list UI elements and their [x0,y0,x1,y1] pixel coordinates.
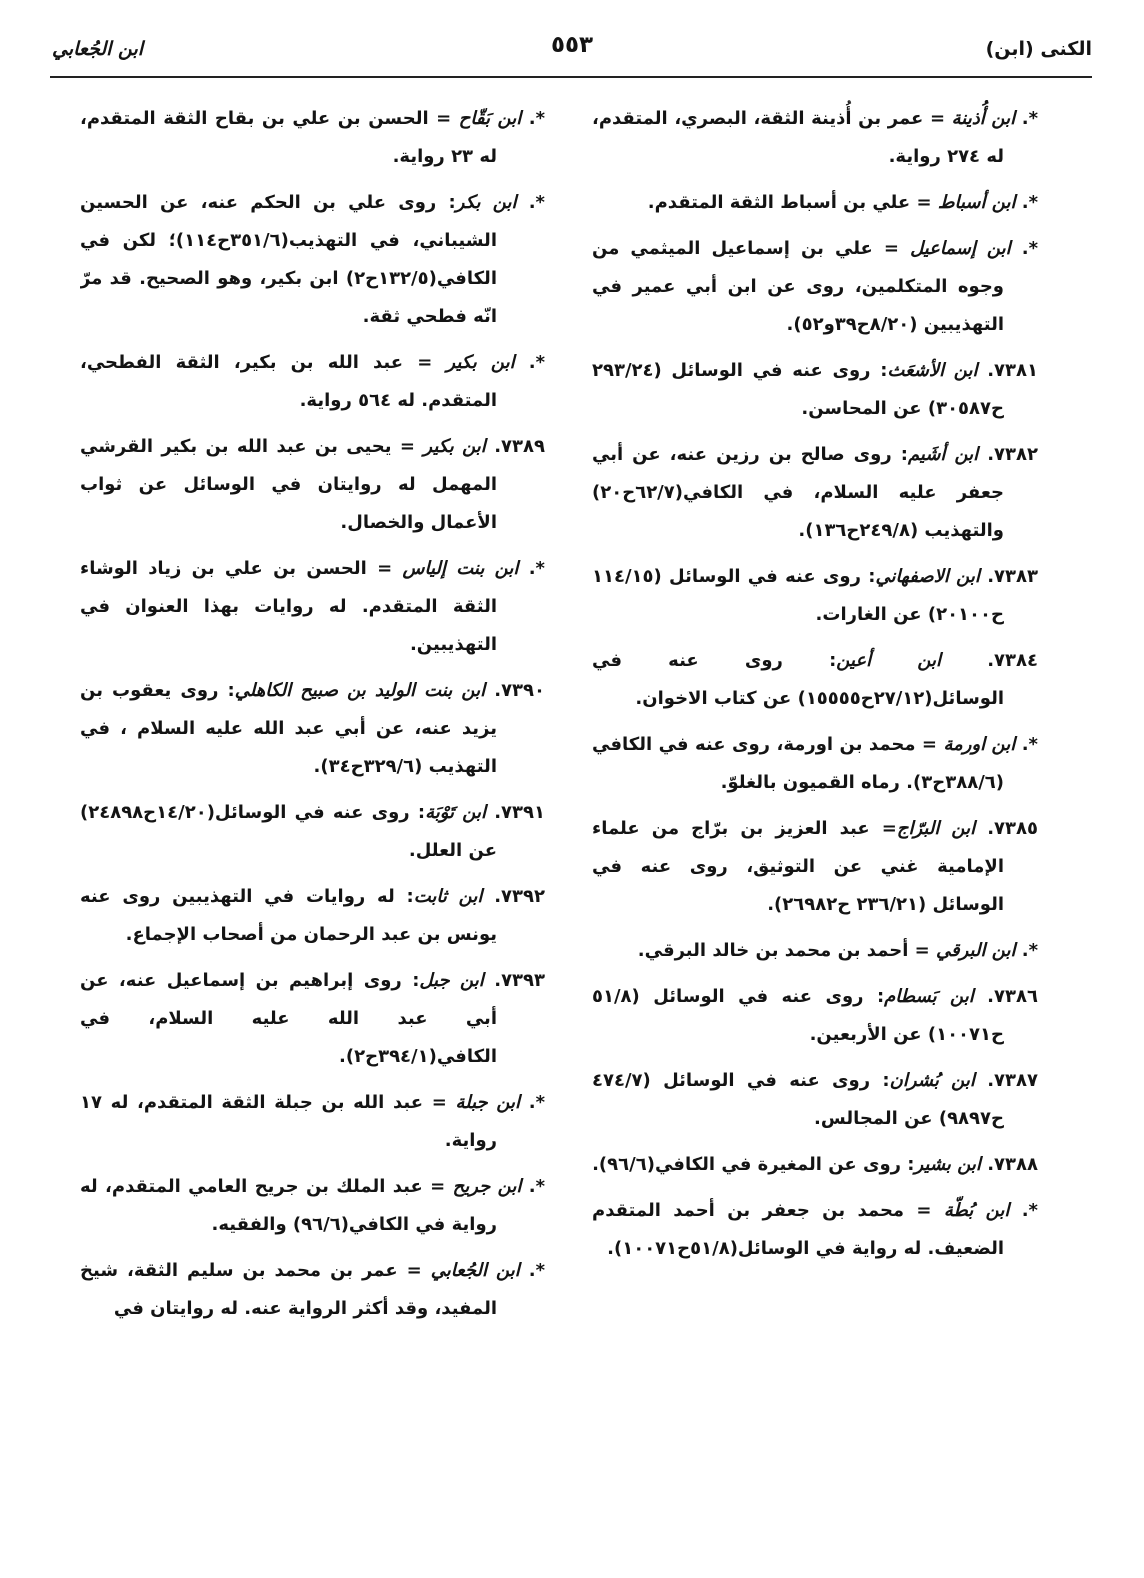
biography-entry [592,1062,1038,1138]
entry-name: ابن الأشعَث [887,360,978,381]
entry-text: = محمد بن اورمة، روى عنه في الكافي (٣٨٨/٦ح٣). رماه القميون بالغلوّ. [592,734,1004,793]
biography-entry [592,1192,1038,1268]
entry-name: ابن بنت الوليد بن صبيح الكاهلي [234,680,486,701]
entry-marker: ٧٣٨٢. [987,444,1038,465]
entry-text: = عبد الملك بن جريح العامي المتقدم، له رواية في الكافي(٩٦/٦) والفقيه. [80,1176,497,1235]
entry-text: : روى عنه في الوسائل (٥١/٨ ح١٠٠٧١) عن الأربعين. [592,986,1004,1045]
entry-name: ابن ثابت [413,886,483,907]
right-column [592,100,1038,1560]
entry-text: = علي بن أسباط الثقة المتقدم. [647,192,938,213]
biography-entry [592,1146,1038,1184]
entry-marker: *. [528,1176,545,1197]
entry-text: = علي بن إسماعيل الميثمي من وجوه المتكلمين، روى عن ابن أبي عمير في التهذيبين (٨/٢٠ح٣٩و٥٢). [592,238,1004,335]
entry-text: : روى عنه في الوسائل (١١٤/١٥ ح٢٠١٠٠) عن الغارات. [592,566,1004,625]
entry-text: : له روايات في التهذيبين روى عنه يونس بن عبد الرحمان من أصحاب الإجماع. [80,886,497,945]
section-title: الكنى (ابن) [985,38,1092,60]
entry-name: ابن بشير [914,1154,981,1175]
left-column [80,100,545,1560]
entry-marker: *. [1021,108,1038,129]
entry-text: = عمر بن محمد بن سليم الثقة، شيخ المفيد، وقد أكثر الرواية عنه. له روايتان في [80,1260,497,1319]
entry-name: ابن بُطّة [943,1200,1010,1221]
entry-name: ابن أعين [836,650,942,671]
biography-entry [80,428,545,542]
page-number: ٥٥٣ [550,32,594,58]
biography-entry [80,100,545,176]
entry-text: : روى عنه في الوسائل (٤٧٤/٧ ح٩٨٩٧) عن المجالس. [592,1070,1004,1129]
entry-marker: ٧٣٩٢. [494,886,545,907]
biography-entry [80,344,545,420]
entry-name: ابن بكير [423,436,486,457]
biography-entry [592,726,1038,802]
entry-text: : روى يعقوب بن يزيد عنه، عن أبي عبد الله عليه السلام ، في التهذيب (٣٢٩/٦ح٣٤). [80,680,497,777]
entry-name: ابن بنت إلياس [402,558,519,579]
entry-text: = عمر بن أُذينة الثقة، البصري، المتقدم، له ٢٧٤ رواية. [592,108,1004,167]
biography-entry [592,642,1038,718]
entry-marker: ٧٣٨٨. [987,1154,1038,1175]
biography-entry [592,436,1038,550]
entry-marker: ٧٣٨٩. [494,436,545,457]
biography-entry [592,978,1038,1054]
entry-marker: ٧٣٨٦. [987,986,1038,1007]
entry-marker: ٧٣٩١. [494,802,545,823]
entry-name: ابن اورمة [943,734,1016,755]
entry-marker: ٧٣٨١. [987,360,1038,381]
entry-name: ابن بَسطام [884,986,974,1007]
entry-marker: *. [528,352,545,373]
entry-marker: *. [1021,940,1038,961]
biography-entry [80,550,545,664]
entry-text: : روى صالح بن رزين عنه، عن أبي جعفر عليه السلام، في الكافي(٦٢/٧ح٢٠) والتهذيب (٢٤٩/٨ح١٣٦). [592,444,1004,541]
entry-name: ابن بُشران [889,1070,975,1091]
entry-marker: *. [528,1260,545,1281]
page-header [52,28,1092,72]
entry-marker: ٧٣٨٣. [987,566,1038,587]
entry-marker: ٧٣٩٠. [494,680,545,701]
biography-entry [80,1252,545,1328]
biography-entry [592,100,1038,176]
entry-text: : روى عنه في الوسائل (٢٩٣/٢٤ ح٣٠٥٨٧) عن المحاسن. [592,360,1004,419]
entry-marker: *. [1021,734,1038,755]
biography-entry [592,352,1038,428]
biography-entry [592,184,1038,222]
entry-name: ابن تَوْبَة [425,802,486,823]
entry-name: ابن أسباط [937,192,1016,213]
entry-text: = عبد الله بن جبلة الثقة المتقدم، له ١٧ رواية. [80,1092,497,1151]
entry-text: = محمد بن جعفر بن أحمد المتقدم الضعيف. له رواية في الوسائل(٥١/٨ح١٠٠٧١). [592,1200,1004,1259]
entry-name: ابن جريح [452,1176,522,1197]
entry-text: = عبد الله بن بكير، الثقة الفطحي، المتقدم. له ٥٦٤ رواية. [80,352,497,411]
entry-text: = يحيى بن عبد الله بن بكير القرشي المهمل له روايتان في الوسائل عن ثواب الأعمال والخصال. [80,436,497,533]
header-rule [50,76,1092,78]
entry-text: : روى عنه في الوسائل(٢٧/١٢ح١٥٥٥٥) عن كتاب الاخوان. [592,650,1004,709]
entry-marker: *. [528,108,545,129]
entry-name: ابن أُذينة [951,108,1016,129]
entry-text: : روى علي بن الحكم عنه، عن الحسين الشيباني، في التهذيب(٣٥١/٦ح١١٤)؛ لكن في الكافي(١٣٢/٥ح٢) ابن بكير، وهو الصحيح. قد مرّ انّه فطحي ثقة. [80,192,497,327]
biography-entry [80,962,545,1076]
biography-entry [592,932,1038,970]
running-head: ابن الجُعابي [52,38,144,60]
biography-entry [80,878,545,954]
biography-entry [80,1084,545,1160]
entry-name: ابن الاصفهاني [875,566,980,587]
biography-entry [80,794,545,870]
entry-marker: *. [528,1092,545,1113]
entry-name: ابن جبل [419,970,484,991]
entry-marker: *. [1021,1200,1038,1221]
entry-text: : روى عنه في الوسائل(١٤/٢٠ح٢٤٨٩٨) عن العلل. [80,802,497,861]
biography-entry [80,184,545,336]
entry-text: : روى عن المغيرة في الكافي(٩٦/٦). [592,1154,915,1175]
entry-marker: ٧٣٨٤. [987,650,1038,671]
biography-entry [592,558,1038,634]
entry-marker: ٧٣٨٥. [987,818,1038,839]
entry-marker: *. [1021,238,1038,259]
biography-entry [80,672,545,786]
entry-marker: *. [528,192,545,213]
entry-name: ابن إسماعيل [910,238,1011,259]
entry-marker: ٧٣٨٧. [987,1070,1038,1091]
entry-name: ابن الجُعابي [430,1260,520,1281]
entry-text: : روى إبراهيم بن إسماعيل عنه، عن أبي عبد الله عليه السلام، في الكافي(٣٩٤/١ح٢). [80,970,497,1067]
entry-name: ابن أشَيم [907,444,979,465]
biography-entry [592,230,1038,344]
entry-name: ابن البرقي [936,940,1016,961]
entry-name: ابن بَقّاح [458,108,522,129]
entry-text: = عبد العزيز بن برّاج من علماء الإمامية غني عن التوثيق، روى عنه في الوسائل (٢٣٦/٢١ ح٢٦٩٨٢). [592,818,1004,915]
entry-marker: ٧٣٩٣. [494,970,545,991]
entry-name: ابن بكر [455,192,517,213]
biography-entry [592,810,1038,924]
entry-marker: *. [1021,192,1038,213]
entry-marker: *. [528,558,545,579]
entry-text: = أحمد بن محمد بن خالد البرقي. [637,940,937,961]
entry-text: = الحسن بن علي بن زياد الوشاء الثقة المتقدم. له روايات بهذا العنوان في التهذيبين. [80,558,497,655]
entry-text: = الحسن بن علي بن بقاح الثقة المتقدم، له ٢٣ رواية. [80,108,497,167]
entry-name: ابن البرّاج [896,818,976,839]
biography-entry [80,1168,545,1244]
entry-name: ابن بكير [446,352,515,373]
entry-name: ابن جبلة [455,1092,521,1113]
